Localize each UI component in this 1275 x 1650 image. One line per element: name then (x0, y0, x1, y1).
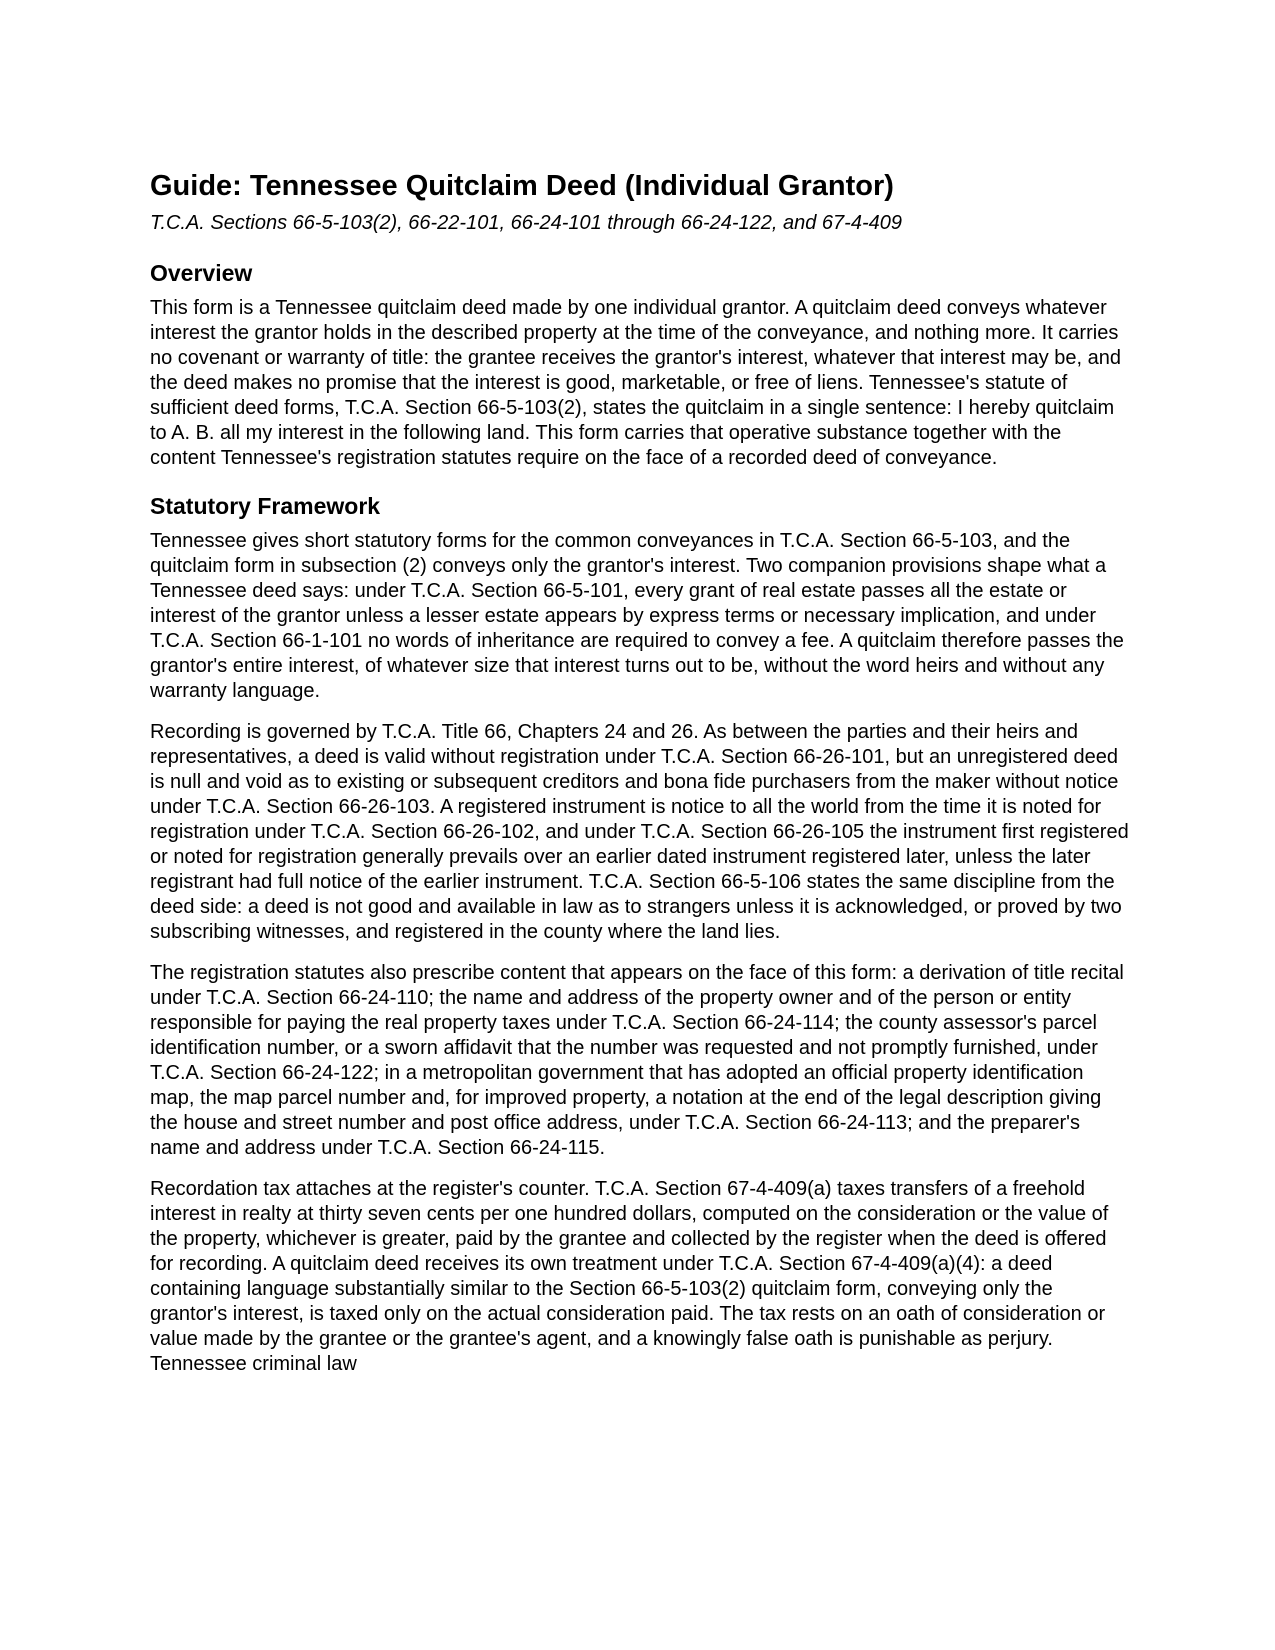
section-overview (150, 258, 1130, 471)
section-heading: Overview (150, 260, 253, 286)
section-statutory-framework (150, 491, 1130, 1377)
document-title: Guide: Tennessee Quitclaim Deed (Individual Grantor) (150, 170, 894, 202)
section-heading: Statutory Framework (150, 493, 381, 519)
paragraph: This form is a Tennessee quitclaim deed made by one individual grantor. A quitclaim deed conveys whatever interest the grantor holds in the described property at the time of the conveyance, and nothing more. It carries no covenant or warranty of title: the grantee receives the grantor's interest, whatever that interest may be, and the deed makes no promise that the interest is good, marketable, or free of liens. Tennessee's statute of sufficient deed forms, T.C.A. Section 66-5-103(2), states the quitclaim in a single sentence: I hereby quitclaim to A. B. all my interest in the following land. This form carries that operative substance together with the content Tennessee's registration statutes require on the face of a recorded deed of conveyance. (150, 297, 1122, 469)
paragraph: Recording is governed by T.C.A. Title 66, Chapters 24 and 26. As between the parties and their heirs and representatives, a deed is valid without registration under T.C.A. Section 66-26-101, but an unregistered deed is null and void as to existing or subsequent creditors and bona fide purchasers from the maker without notice under T.C.A. Section 66-26-103. A registered instrument is notice to all the world from the time it is noted for registration under T.C.A. Section 66-26-102, and under T.C.A. Section 66-26-105 the instrument first registered or noted for registration generally prevails over an earlier dated instrument registered later, unless the later registrant had full notice of the earlier instrument. T.C.A. Section 66-5-106 states the same discipline from the deed side: a deed is not good and available in law as to strangers unless it is acknowledged, or proved by two subscribing witnesses, and registered in the county where the land lies. (150, 721, 1129, 943)
paragraph: Tennessee gives short statutory forms for the common conveyances in T.C.A. Section 66-5-103, and the quitclaim form in subsection (2) conveys only the grantor's interest. Two companion provisions shape what a Tennessee deed says: under T.C.A. Section 66-5-101, every grant of real estate passes all the estate or interest of the grantor unless a lesser estate appears by express terms or necessary implication, and under T.C.A. Section 66-1-101 no words of inheritance are required to convey a fee. A quitclaim therefore passes the grantor's entire interest, of whatever size that interest turns out to be, without the word heirs and without any warranty language. (150, 530, 1124, 702)
paragraph: The registration statutes also prescribe content that appears on the face of this form: a derivation of title recital under T.C.A. Section 66-24-110; the name and address of the property owner and of the person or entity responsible for paying the real property taxes under T.C.A. Section 66-24-114; the county assessor's parcel identification number, or a sworn affidavit that the number was requested and not promptly furnished, under T.C.A. Section 66-24-122; in a metropolitan government that has adopted an official property identification map, the map parcel number and, for improved property, a notation at the end of the legal description giving the house and street number and post office address, under T.C.A. Section 66-24-113; and the preparer's name and address under T.C.A. Section 66-24-115. (150, 962, 1124, 1159)
document-page (150, 168, 1130, 1397)
statute-citation: T.C.A. Sections 66-5-103(2), 66-22-101, 66-24-101 through 66-24-122, and 67-4-409 (150, 212, 902, 234)
paragraph: Recordation tax attaches at the register's counter. T.C.A. Section 67-4-409(a) taxes transfers of a freehold interest in realty at thirty seven cents per one hundred dollars, computed on the consideration or the value of the property, whichever is greater, paid by the grantee and collected by the register when the deed is offered for recording. A quitclaim deed receives its own treatment under T.C.A. Section 67-4-409(a)(4): a deed containing language substantially similar to the Section 66-5-103(2) quitclaim form, conveying only the grantor's interest, is taxed only on the actual consideration paid. The tax rests on an oath of consideration or value made by the grantee or the grantee's agent, and a knowingly false oath is punishable as perjury. Tennessee criminal law (150, 1178, 1109, 1375)
